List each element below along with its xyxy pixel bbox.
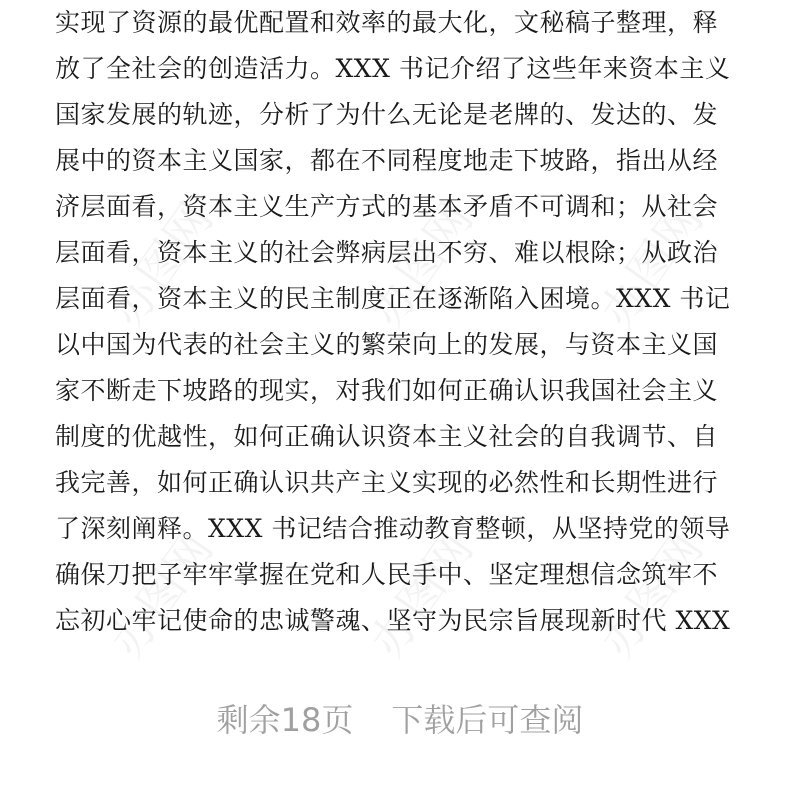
text-line: 济层面看，资本主义生产方式的基本矛盾不可调和；从社会 [55,192,719,221]
text-line: 展中的资本主义国家，都在不同程度地走下坡路，指出从经 [55,146,719,175]
watermark: 办图网 [99,192,224,337]
text-line: 家不断走下坡路的现实，对我们如何正确认识我国社会主义 [55,376,719,405]
watermark: 办图网 [589,192,714,337]
watermark: 办图网 [359,192,484,337]
text-line: 确保刀把子牢牢掌握在党和人民手中、坚定理想信念筑牢不 [55,560,719,589]
text-line: 我完善，如何正确认识共产主义实现的必然性和长期性进行 [55,468,719,497]
document-body [55,0,755,644]
remaining-pages-label: 剩余18页 [216,701,354,739]
text-line: 制度的优越性，如何正确认识资本主义社会的自我调节、自 [55,422,719,451]
text-line: 以中国为代表的社会主义的繁荣向上的发展，与资本主义国 [55,330,719,359]
watermark: 办图网 [589,522,714,667]
text-line: 放了全社会的创造活力。XXX 书记介绍了这些年来资本主义 [55,54,731,83]
watermark: 办图网 [99,522,224,667]
download-to-view-label: 下载后可查阅 [391,701,584,739]
text-line: 忘初心牢记使命的忠诚警魂、坚守为民宗旨展现新时代 XXX [55,606,731,635]
text-line: 层面看，资本主义的社会弊病层出不穷、难以根除；从政治 [55,238,719,267]
text-line: 实现了资源的最优配置和效率的最大化，文秘稿子整理，释 [55,8,719,37]
text-line: 层面看，资本主义的民主制度正在逐渐陷入困境。XXX 书记 [55,284,731,313]
text-line: 了深刻阐释。XXX 书记结合推动教育整顿，从坚持党的领导 [55,514,731,543]
text-line: 国家发展的轨迹，分析了为什么无论是老牌的、发达的、发 [55,100,719,129]
watermark: 办图网 [359,522,484,667]
download-prompt-button[interactable] [0,695,800,741]
